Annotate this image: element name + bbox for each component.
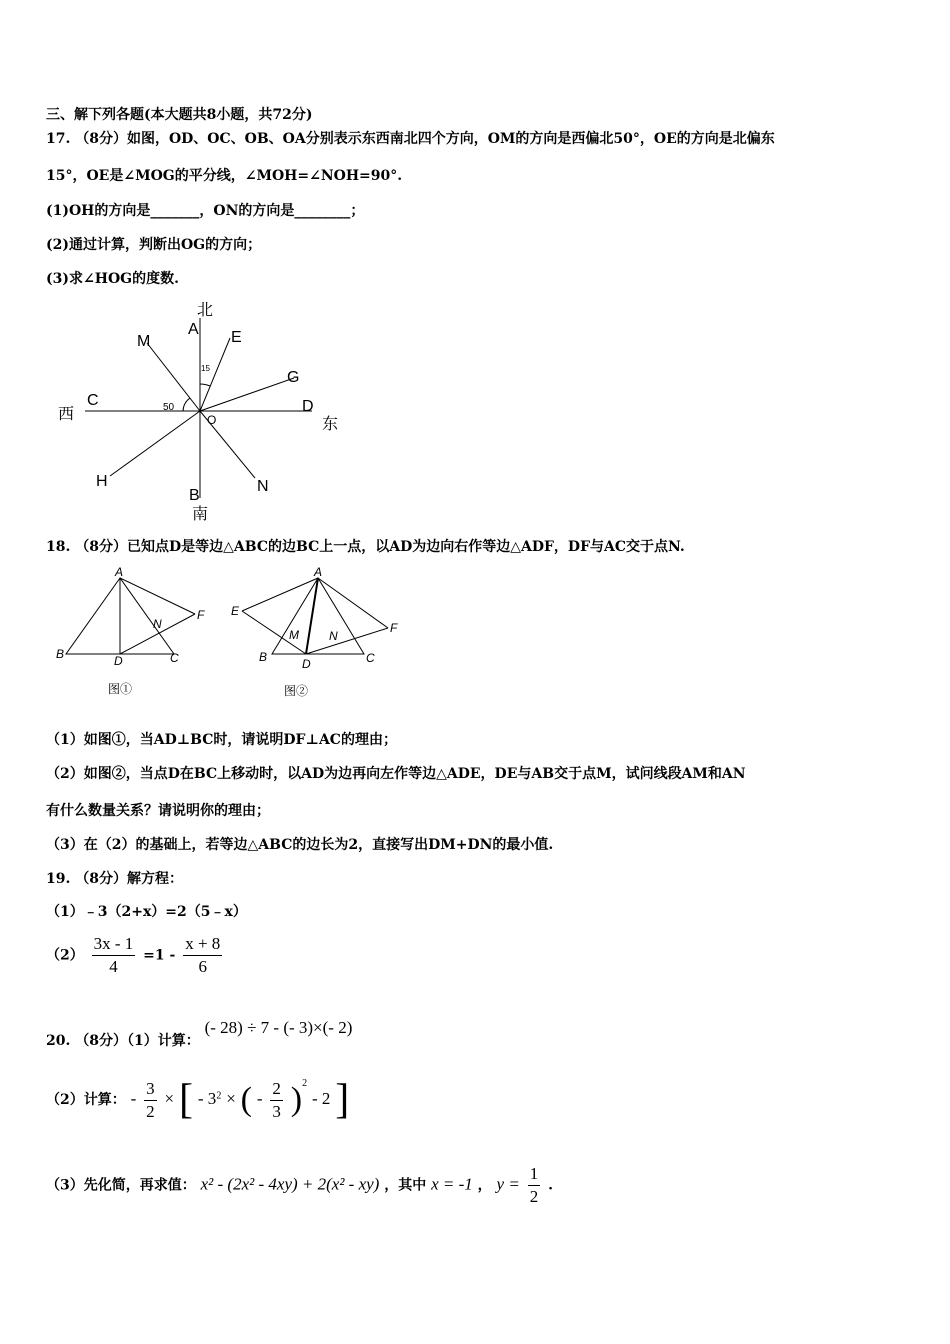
right-paren-icon: ) (290, 1081, 303, 1118)
q19-frac1-denominator: 4 (109, 957, 118, 976)
label-north: 北 (197, 302, 214, 319)
fig1-label-N: N (153, 617, 162, 631)
q19-frac2-denominator: 6 (198, 957, 207, 976)
label-angle15: 15 (201, 364, 210, 373)
fig1-label-A: A (115, 566, 124, 579)
q20-condition-text: ，其中 (384, 1177, 427, 1194)
label-M: M (137, 333, 151, 350)
left-paren-icon: ( (240, 1081, 252, 1118)
q17-compass-figure (50, 298, 360, 523)
q20-end: . (548, 1177, 553, 1194)
segment-ae (242, 578, 318, 611)
label-N: N (257, 478, 269, 495)
q20-y-numerator: 1 (528, 1164, 541, 1186)
q20-expr2-inner-times: × (226, 1089, 236, 1108)
q20-expr2-outer-exponent: 2 (302, 1078, 308, 1089)
label-B: B (189, 487, 200, 504)
q20-expr2-tail: - 2 (311, 1089, 331, 1108)
label-east: 东 (322, 416, 339, 433)
triangle-abc (272, 578, 364, 654)
q18-figure-2 (226, 566, 416, 706)
section-header: 三、解下列各题(本大题共8小题，共72分) (46, 107, 313, 123)
q20-expr2-inner-exponent: 2 (216, 1090, 222, 1102)
label-D: D (302, 398, 314, 415)
segment-df (306, 628, 388, 654)
q18-part2-line2: 有什么数量关系？请说明你的理由； (46, 803, 270, 819)
q19-part1: （1）﹣3（2+x）=2（5﹣x） (46, 904, 247, 920)
segment-ad (306, 578, 318, 654)
q17-part1: (1)OH的方向是_______，ON的方向是________； (46, 203, 365, 219)
q17-part3: (3)求∠HOG的度数. (46, 271, 179, 287)
q20-expr2-frac-num: 3 (144, 1079, 157, 1101)
q20-expr2-inner-frac-num: 2 (270, 1079, 283, 1101)
label-O: O (207, 413, 217, 427)
q20-y-fraction (528, 1164, 541, 1207)
oe-ray (200, 338, 230, 411)
fig2-label-F: F (390, 621, 398, 635)
q17-part2: (2)通过计算，判断出OG的方向； (46, 237, 262, 253)
q20-expr2-frac-den: 2 (146, 1101, 155, 1121)
fig2-caption: 图② (284, 684, 309, 698)
q19-fraction-right (183, 934, 222, 977)
q20-expr2-inner-frac-den: 3 (272, 1101, 281, 1121)
q20-y-denominator: 2 (529, 1187, 539, 1206)
q19-frac2-numerator: x + 8 (183, 934, 222, 956)
label-E: E (231, 329, 242, 346)
fig1-label-C: C (170, 651, 179, 665)
q19-fraction-left (92, 934, 136, 977)
q20-expr2-inner-base: - 3 (197, 1089, 217, 1108)
label-angle50: 50 (163, 402, 175, 413)
angle15-arc (200, 384, 210, 386)
left-square-bracket-icon: [ (179, 1077, 194, 1123)
fig1-caption: 图① (108, 682, 133, 696)
label-H: H (96, 473, 108, 490)
q19-middle: =1 - (143, 947, 176, 964)
q20-y-lhs: y = (496, 1174, 520, 1194)
fig2-label-C: C (366, 651, 375, 665)
q20-stem: 20. （8分）（1）计算： (46, 1033, 200, 1049)
q17-stem-line1: 17. （8分）如图，OD、OC、OB、OA分别表示东西南北四个方向，OM的方向是西偏北50°，OE的方向是北偏东 (46, 131, 775, 147)
q20-expr2-minus: - (130, 1089, 137, 1108)
q20-part1 (46, 1018, 352, 1050)
fig2-label-D: D (302, 657, 311, 671)
right-square-bracket-icon: ] (335, 1077, 350, 1123)
fig2-label-A: A (314, 566, 323, 579)
label-A: A (188, 321, 199, 338)
q20-expr2-times: × (164, 1089, 175, 1108)
q20-expr2-inner-frac (270, 1079, 283, 1122)
fig1-label-F: F (197, 608, 205, 622)
q18-part3: （3）在（2）的基础上，若等边△ABC的边长为2，直接写出DM+DN的最小值. (46, 837, 554, 853)
q18-part1: （1）如图①，当AD⊥BC时，请说明DF⊥AC的理由； (46, 732, 397, 748)
angle50-arc (183, 398, 190, 411)
om-ray (147, 343, 200, 411)
q19-part2 (46, 934, 225, 977)
q17-stem-line2: 15°，OE是∠MOG的平分线，∠MOH=∠NOH=90°. (46, 168, 403, 184)
q20-separator: ， (477, 1177, 492, 1194)
q20-expr2-inner-frac-sign: - (256, 1089, 263, 1108)
q18-part2-line1: （2）如图②，当点D在BC上移动时，以AD为边再向左作等边△ADE，DE与AB交于点M，试问线段AM和AN (46, 766, 746, 782)
q19-frac1-numerator: 3x - 1 (92, 934, 136, 956)
q19-stem: 19. （8分）解方程： (46, 871, 183, 887)
q19-part2-label: （2） (46, 947, 84, 964)
q20-part2-label: （2）计算： (46, 1092, 126, 1108)
label-C: C (87, 392, 99, 409)
label-west: 西 (58, 406, 75, 423)
q20-expr3: x² - (2x² - 4xy) + 2(x² - xy) (200, 1174, 380, 1194)
label-south: 南 (192, 506, 209, 523)
fig2-label-M: M (289, 628, 299, 642)
q20-expr2-frac (144, 1079, 157, 1122)
segment-af (120, 578, 195, 614)
q20-x-value: x = -1 (431, 1174, 473, 1194)
oh-ray (110, 411, 200, 476)
q18-stem: 18. （8分）已知点D是等边△ABC的边BC上一点，以AD为边向右作等边△ADF，DF与AC交于点N. (46, 539, 685, 555)
q20-part3-label: （3）先化简，再求值： (46, 1177, 196, 1194)
fig1-label-B: B (56, 647, 65, 661)
q20-expr1: (- 28) ÷ 7 - (- 3)×(- 2) (204, 1018, 353, 1037)
fig2-label-E: E (231, 604, 240, 618)
segment-af (318, 578, 388, 628)
og-ray (200, 378, 294, 411)
q18-figure-1 (48, 566, 218, 706)
fig1-label-D: D (114, 654, 123, 668)
q20-part3 (46, 1164, 553, 1207)
label-G: G (287, 369, 300, 386)
fig2-label-N: N (329, 629, 338, 643)
q20-part2 (46, 1076, 349, 1124)
fig2-label-B: B (259, 650, 268, 664)
